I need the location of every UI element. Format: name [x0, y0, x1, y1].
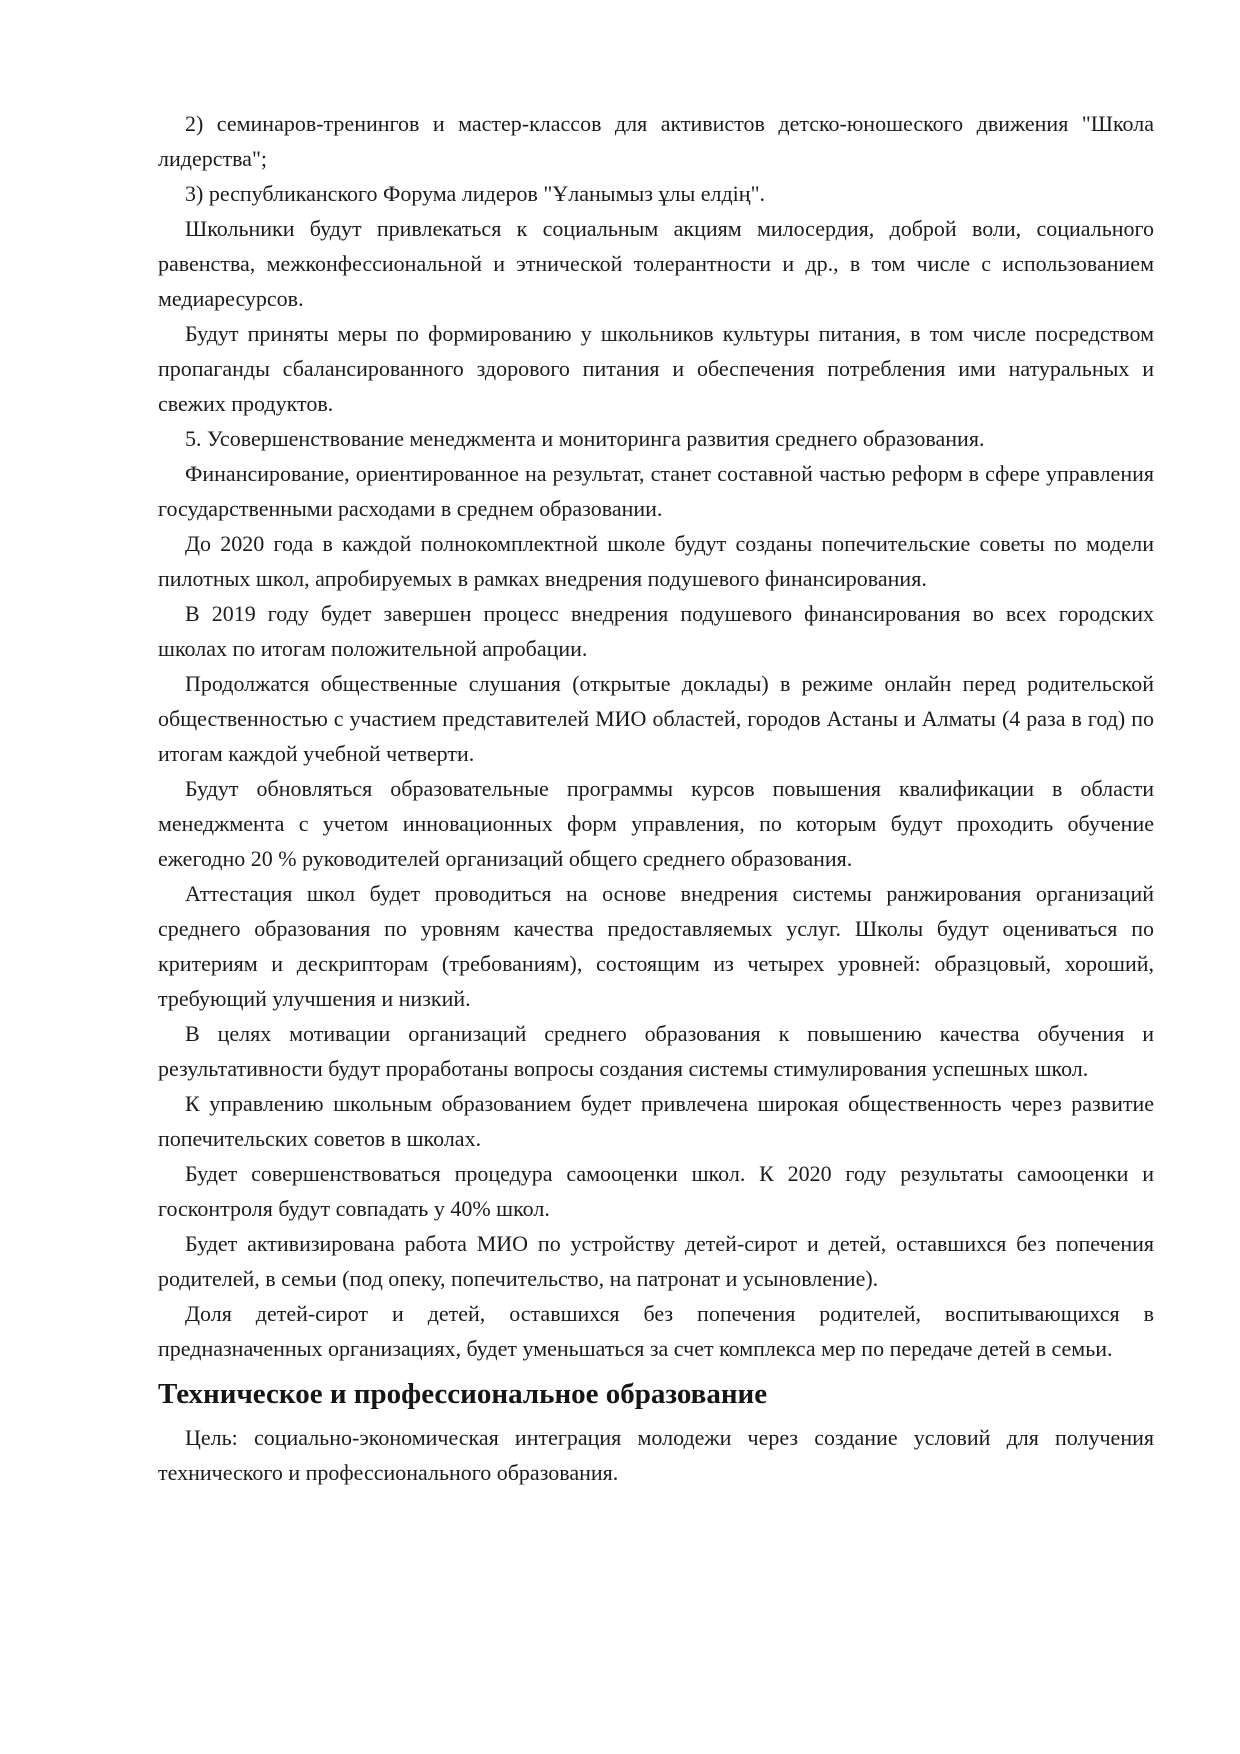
- paragraph: Продолжатся общественные слушания (открытые доклады) в режиме онлайн перед родительской общественностью с участием представителей МИО областей, городов Астаны и Алматы (4 раза в год) по итогам каждой учебной четверти.: [158, 671, 1154, 766]
- paragraph: К управлению школьным образованием будет привлечена широкая общественность через развитие попечительских советов в школах.: [158, 1091, 1154, 1151]
- document-body: [158, 106, 1154, 1490]
- paragraph: Финансирование, ориентированное на результат, станет составной частью реформ в сфере управления государственными расходами в среднем образовании.: [158, 461, 1154, 521]
- paragraph: Будут обновляться образовательные программы курсов повышения квалификации в области менеджмента с учетом инновационных форм управления, по которым будут проходить обучение ежегодно 20 % руководителей организаций общего среднего образования.: [158, 776, 1154, 871]
- paragraph: В 2019 году будет завершен процесс внедрения подушевого финансирования во всех городских школах по итогам положительной апробации.: [158, 601, 1154, 661]
- paragraph: Будут приняты меры по формированию у школьников культуры питания, в том числе посредством пропаганды сбалансированного здорового питания и обеспечения потребления ими натуральных и свежих продуктов.: [158, 321, 1154, 416]
- paragraph: До 2020 года в каждой полнокомплектной школе будут созданы попечительские советы по модели пилотных школ, апробируемых в рамках внедрения подушевого финансирования.: [158, 531, 1154, 591]
- paragraph: Аттестация школ будет проводиться на основе внедрения системы ранжирования организаций среднего образования по уровням качества предоставляемых услуг. Школы будут оцениваться по критериям и дескрипторам (требованиям), состоящим из четырех уровней: образцовый, хороший, требующий улучшения и низкий.: [158, 881, 1154, 1011]
- paragraph: 5. Усовершенствование менеджмента и мониторинга развития среднего образования.: [185, 426, 985, 451]
- paragraph: Цель: социально-экономическая интеграция молодежи через создание условий для получения технического и профессионального образования.: [158, 1425, 1154, 1485]
- paragraph: Доля детей-сирот и детей, оставшихся без попечения родителей, воспитывающихся в предназначенных организациях, будет уменьшаться за счет комплекса мер по передаче детей в семьи.: [158, 1301, 1154, 1361]
- paragraph: 3) республиканского Форума лидеров "Ұланымыз ұлы елдің".: [185, 181, 766, 206]
- paragraph: В целях мотивации организаций среднего образования к повышению качества обучения и результативности будут проработаны вопросы создания системы стимулирования успешных школ.: [158, 1021, 1154, 1081]
- paragraph: 2) семинаров-тренингов и мастер-классов для активистов детско-юношеского движения "Школа лидерства";: [158, 111, 1154, 171]
- paragraph: Будет совершенствоваться процедура самооценки школ. К 2020 году результаты самооценки и госконтроля будут совпадать у 40% школ.: [158, 1161, 1154, 1221]
- paragraph: Будет активизирована работа МИО по устройству детей-сирот и детей, оставшихся без попечения родителей, в семьи (под опеку, попечительство, на патронат и усыновление).: [158, 1231, 1154, 1291]
- paragraph: Школьники будут привлекаться к социальным акциям милосердия, доброй воли, социального равенства, межконфессиональной и этнической толерантности и др., в том числе с использованием медиаресурсов.: [158, 216, 1154, 311]
- section-heading: Техническое и профессиональное образование: [158, 1378, 768, 1410]
